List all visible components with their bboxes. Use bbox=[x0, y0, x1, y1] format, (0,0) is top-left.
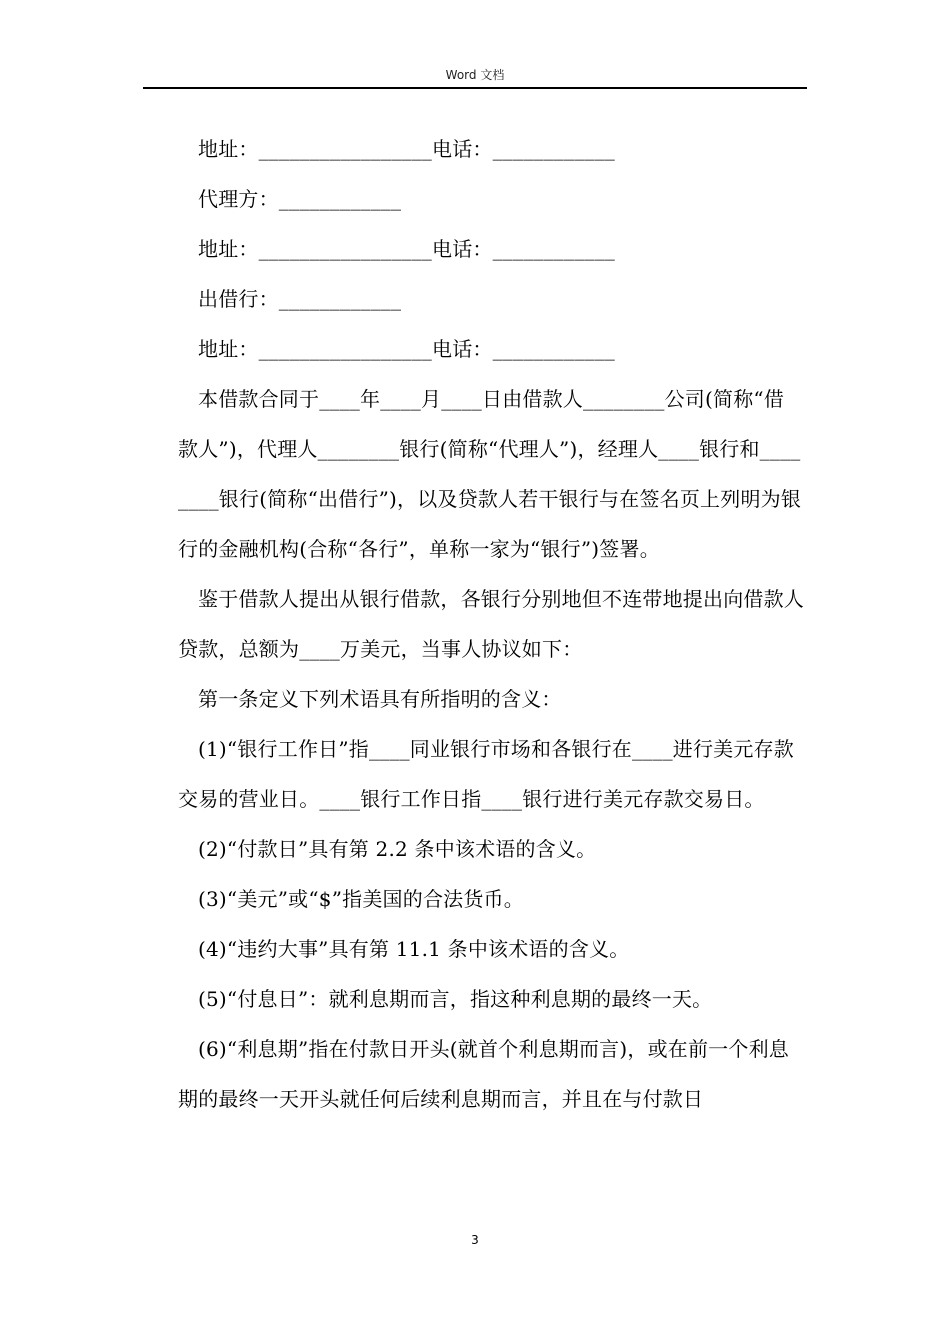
page-number: 3 bbox=[471, 1233, 479, 1247]
article-one-heading: 第一条定义下列术语具有所指明的含义： bbox=[198, 687, 562, 711]
address-line-1: 地址：_________________电话：____________ bbox=[198, 137, 615, 161]
definition-2: (2)“付款日”具有第 2.2 条中该术语的含义。 bbox=[198, 837, 597, 861]
definition-5: (5)“付息日”：就利息期而言，指这种利息期的最终一天。 bbox=[198, 987, 713, 1011]
definition-4: (4)“违约大事”具有第 11.1 条中该术语的含义。 bbox=[198, 937, 630, 961]
lender-bank-line: 出借行：____________ bbox=[198, 287, 402, 311]
definition-6: (6)“利息期”指在付款日开头(就首个利息期而言)，或在前一个利息期的最终一天开头就任何后续利息期而言，并且在与付款日 bbox=[178, 1037, 789, 1111]
definition-3: (3)“美元”或“$”指美国的合法货币。 bbox=[198, 887, 524, 911]
whereas-paragraph: 鉴于借款人提出从银行借款，各银行分别地但不连带地提出向借款人贷款，总额为____万美元，当事人协议如下： bbox=[178, 587, 804, 661]
page-header: Word 文档 bbox=[445, 68, 505, 82]
address-line-3: 地址：_________________电话：____________ bbox=[198, 337, 615, 361]
header-divider bbox=[143, 87, 807, 89]
contract-intro-paragraph: 本借款合同于____年____月____日由借款人________公司(简称“借款人”)，代理人________银行(简称“代理人”)，经理人____银行和________银行(简称“出借行”)，以及贷款人若干银行与在签名页上列明为银行的金融机构(合称“各行”，单称一家为“银行”)签署。 bbox=[178, 387, 802, 561]
document-body bbox=[178, 124, 804, 1124]
agent-line: 代理方：____________ bbox=[198, 187, 402, 211]
definition-1: (1)“银行工作日”指____同业银行市场和各银行在____进行美元存款交易的营业日。____银行工作日指____银行进行美元存款交易日。 bbox=[178, 737, 794, 811]
address-line-2: 地址：_________________电话：____________ bbox=[198, 237, 615, 261]
